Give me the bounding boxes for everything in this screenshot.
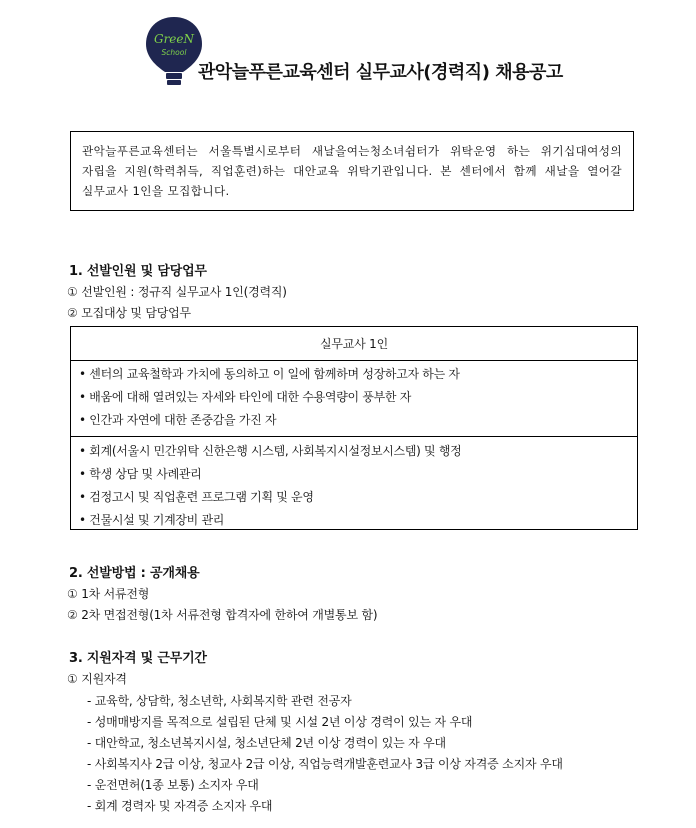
quality-item: • 인간과 자연에 대한 존중감을 가진 자	[79, 413, 277, 427]
s2-item-1-text: 1차 서류전형	[81, 587, 150, 601]
s1-item-2-text: 모집대상 및 담당업무	[81, 306, 191, 320]
section-1-heading: 1. 선발인원 및 담당업무	[69, 264, 207, 279]
logo-text-school: School	[161, 48, 187, 57]
section-3-heading: 3. 지원자격 및 근무기간	[69, 651, 207, 666]
logo-text-green: GreeN	[153, 32, 195, 46]
s3-item-1-num: ①	[67, 672, 78, 686]
qualities-list	[71, 361, 637, 437]
s2-item-2	[67, 606, 377, 623]
s3-item-1-text: 지원자격	[81, 672, 127, 686]
duty-item: • 회계(서울시 민간위탁 신한은행 시스템, 사회복지시설정보시스템) 및 행정	[79, 444, 462, 458]
duty-item: • 건물시설 및 기계장비 관리	[79, 513, 225, 527]
s3-subitem: - 교육학, 상담학, 청소년학, 사회복지학 관련 전공자	[87, 694, 352, 708]
s3-subitem: - 사회복지사 2급 이상, 청교사 2급 이상, 직업능력개발훈련교사 3급 이상 자격증 소지자 우대	[87, 757, 563, 771]
intro-box: 관악늘푸른교육센터는 서울특별시로부터 새날을여는청소녀쉼터가 위탁운영 하는 위기십대여성의 자립을 지원(학력취득, 직업훈련)하는 대안교육 위탁기관입니다. 본 센터에서 함께 새날을 열어갈 실무교사 1인을 모집합니다.	[70, 131, 634, 211]
s3-item-1	[67, 670, 127, 687]
duty-item: • 학생 상담 및 사례관리	[79, 467, 202, 481]
s1-item-1-text: 선발인원 : 정규직 실무교사 1인(경력직)	[81, 285, 287, 299]
duty-item: • 검정고시 및 직업훈련 프로그램 기획 및 운영	[79, 490, 314, 504]
page-title: 관악늘푸른교육센터 실무교사(경력직) 채용공고	[198, 62, 563, 83]
quality-item: • 센터의 교육철학과 가치에 동의하고 이 일에 함께하며 성장하고자 하는 자	[79, 367, 460, 381]
s2-item-1-num: ①	[67, 587, 78, 601]
s3-subitem: - 회계 경력자 및 자격증 소지자 우대	[87, 799, 273, 813]
s2-item-2-text: 2차 면접전형(1차 서류전형 합격자에 한하여 개별통보 함)	[81, 608, 378, 622]
s1-item-2-num: ②	[67, 306, 78, 320]
quality-item: • 배움에 대해 열려있는 자세와 타인에 대한 수용역량이 풍부한 자	[79, 390, 412, 404]
section-2-heading: 2. 선발방법 : 공개채용	[69, 566, 200, 581]
green-school-logo	[143, 15, 205, 87]
duties-list	[71, 437, 637, 532]
s2-item-2-num: ②	[67, 608, 78, 622]
s3-subitem: - 대안학교, 청소년복지시설, 청소년단체 2년 이상 경력이 있는 자 우대	[87, 736, 446, 750]
s1-item-2	[67, 304, 191, 321]
s1-item-1-num: ①	[67, 285, 78, 299]
s3-subitem: - 성매매방지를 목적으로 설립된 단체 및 시설 2년 이상 경력이 있는 자 우대	[87, 715, 473, 729]
job-table-header: 실무교사 1인	[71, 327, 637, 361]
job-table	[70, 326, 638, 530]
s1-item-1	[67, 283, 287, 300]
s3-subitem: - 운전면허(1종 보통) 소지자 우대	[87, 778, 259, 792]
s2-item-1	[67, 585, 149, 602]
